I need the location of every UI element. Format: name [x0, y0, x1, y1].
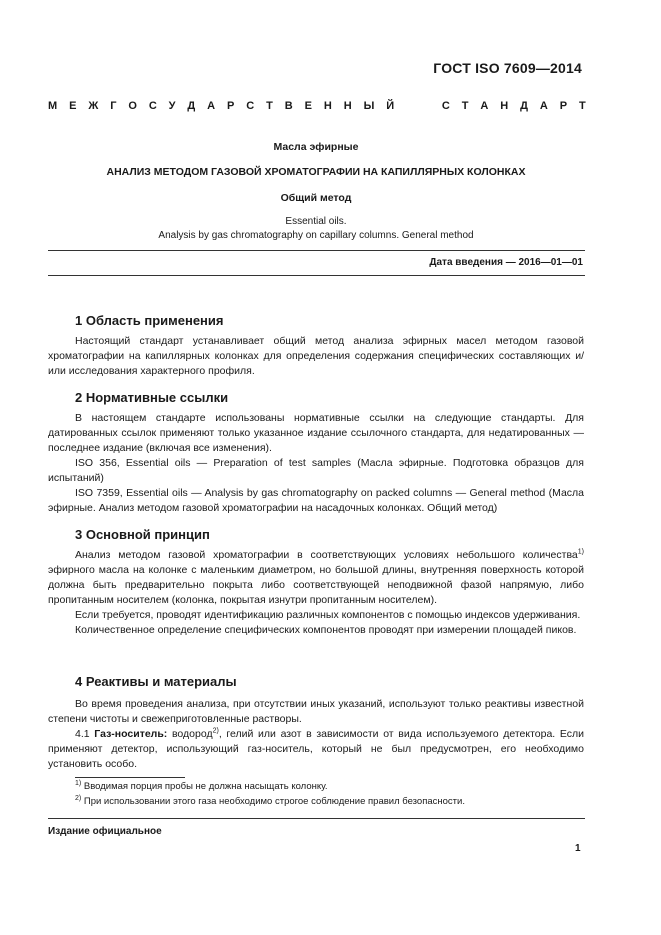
page-number: 1 [575, 843, 581, 854]
title-oils: Масла эфирные [273, 141, 359, 153]
banner-letter: Н [500, 100, 509, 112]
banner-letter: Т [579, 100, 586, 112]
paragraph: Количественное определение специфических компонентов проводят при измерении площадей пиков. [75, 624, 577, 636]
banner-letter: В [284, 100, 293, 112]
reference-iso-356: ISO 356, Essential oils — Preparation of test samples (Масла эфирные. Подготовка образцов для испытаний) [48, 457, 584, 484]
section-2-heading: 2 Нормативные ссылки [75, 390, 229, 405]
paragraph: В настоящем стандарте использованы нормативные ссылки на следующие стандарты. Для датированных ссылок применяют только указанное издание ссылочного стандарта, для недатированных — последнее издание (включая все изменения). [48, 412, 584, 454]
banner-letter: Н [343, 100, 352, 112]
banner-letter: Й [386, 100, 395, 112]
section-4-body [48, 697, 584, 772]
banner-letter: Д [520, 100, 528, 112]
banner-letter: М [48, 100, 58, 112]
section-3-body [48, 548, 584, 638]
banner-letter: О [128, 100, 137, 112]
footnote-text: Вводимая порция пробы не должна насыщать колонку. [81, 781, 328, 792]
section-4-heading: 4 Реактивы и материалы [75, 674, 237, 689]
footnote-2 [75, 796, 465, 807]
footnote-1 [75, 781, 328, 792]
banner-letter: А [207, 100, 216, 112]
text: водород [167, 728, 213, 740]
banner-letter: А [480, 100, 489, 112]
banner-letter [406, 100, 412, 112]
banner-letter: С [441, 100, 450, 112]
banner-letter: Е [304, 100, 312, 112]
text: эфирного масла на колонке с маленьким диаметром, но большой длины, внутренняя поверхность которой должна быть предварительно покрыта либо соответствующей неподвижной фазой напрямую, либо пропитанным носителем (колонка, покрытая изнутри пропитанным носителем). [48, 564, 584, 606]
official-edition-label: Издание официальное [48, 826, 162, 837]
banner-letter: Р [227, 100, 235, 112]
banner-letter: А [539, 100, 548, 112]
interstate-standard-banner [48, 100, 586, 112]
footnote-ref-2: 2) [212, 727, 219, 735]
paragraph: Настоящий стандарт устанавливает общий метод анализа эфирных масел методом газовой хроматографии на капиллярных колонках для определения содержания специфических составляющих и/или исследования характерного профиля. [48, 335, 584, 377]
paragraph: Если требуется, проводят идентификацию различных компонентов с помощью индексов удерживания. [75, 609, 581, 621]
footer-divider [48, 818, 585, 819]
banner-letter: С [246, 100, 255, 112]
section-1-heading: 1 Область применения [75, 313, 224, 328]
title-english-line2: Analysis by gas chromatography on capillary columns. General method [158, 230, 474, 241]
footnote-divider [75, 777, 185, 778]
section-2-body [48, 411, 584, 516]
banner-letter: Ж [88, 100, 99, 112]
footnote-mark: 1) [75, 779, 82, 787]
divider-bottom [48, 275, 585, 276]
banner-letter: Р [559, 100, 568, 112]
title-main: АНАЛИЗ МЕТОДОМ ГАЗОВОЙ ХРОМАТОГРАФИИ НА КАПИЛЛЯРНЫХ КОЛОНКАХ [106, 166, 526, 178]
banner-letter: Ы [363, 100, 375, 112]
banner-letter [424, 100, 430, 112]
banner-letter: Т [461, 100, 469, 112]
banner-letter: У [168, 100, 176, 112]
text: Анализ методом газовой хроматографии в соответствующих условиях небольшого количества [75, 549, 578, 561]
section-3-heading: 3 Основной принцип [75, 527, 210, 542]
banner-letter: С [148, 100, 157, 112]
banner-letter: Д [187, 100, 196, 112]
paragraph: Во время проведения анализа, при отсутствии иных указаний, используют только реактивы известной степени чистоты и свежеприготовленные растворы. [48, 698, 584, 725]
footnote-mark: 2) [75, 794, 82, 802]
banner-letter: Т [266, 100, 273, 112]
text: , гелий или азот в зависимости от вида используемого детектора. Если применяют детектор, использующий газ-носитель, который не был предусмотрен, его необходимо установить особо. [48, 728, 585, 770]
paragraph-4-1 [48, 727, 584, 772]
title-general-method: Общий метод [280, 192, 352, 204]
banner-letter: Е [69, 100, 77, 112]
reference-iso-7359: ISO 7359, Essential oils — Analysis by gas chromatography on packed columns — General method (Масла эфирные. Анализ методом газовой хроматографии на насадочных колонках. Общий метод) [48, 487, 584, 514]
footnote-ref-1: 1) [577, 548, 584, 556]
item-number: 4.1 [75, 728, 95, 740]
title-english-line1: Essential oils. [285, 216, 347, 227]
banner-letter: Г [110, 100, 117, 112]
banner-letter: Н [323, 100, 332, 112]
term: Газ-носитель: [94, 728, 168, 740]
footnote-text: При использовании этого газа необходимо строгое соблюдение правил безопасности. [81, 796, 465, 807]
paragraph [48, 548, 584, 608]
section-1-body [48, 334, 584, 379]
standard-number: ГОСТ ISO 7609—2014 [433, 60, 582, 76]
introduction-date: Дата введения — 2016—01—01 [429, 257, 583, 268]
divider-top [48, 250, 585, 251]
